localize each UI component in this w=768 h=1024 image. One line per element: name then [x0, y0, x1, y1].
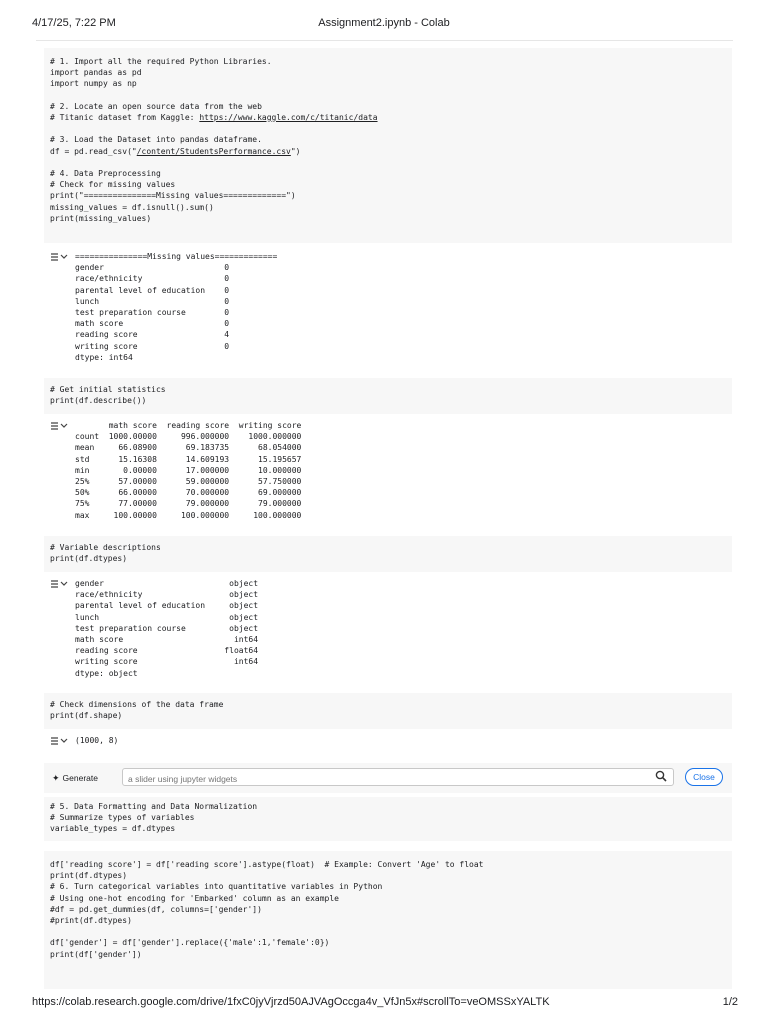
- generate-bar: [44, 763, 732, 793]
- code-cell-5[interactable]: [44, 797, 732, 841]
- generate-prompt-input[interactable]: [123, 771, 628, 787]
- output-cell-1-text: ===============Missing values============= gender 0 race/ethnicity 0 parental level of education 0 lunch 0 test preparation course 0 math score 0 reading score 4 writing score 0 dtype: int64: [75, 252, 278, 362]
- output-toggle-icon[interactable]: [50, 251, 68, 263]
- output-cell-1: [44, 251, 732, 367]
- output-toggle-icon[interactable]: [50, 735, 68, 747]
- output-cell-4: [44, 735, 732, 749]
- generate-button[interactable]: [52, 771, 98, 785]
- code-cell-6[interactable]: [44, 851, 732, 989]
- close-button[interactable]: Close: [685, 768, 723, 786]
- generate-button-label: Generate: [62, 773, 98, 783]
- code-cell-2-source[interactable]: # Get initial statistics print(df.describe()): [50, 385, 166, 406]
- search-icon[interactable]: [655, 770, 667, 782]
- output-toggle-icon[interactable]: [50, 578, 68, 590]
- kaggle-link[interactable]: https://www.kaggle.com/c/titanic/data: [199, 113, 378, 123]
- code-cell-6-source[interactable]: df['reading score'] = df['reading score'].astype(float) # Example: Convert 'Age' to float print(df.dtypes) # 6. Turn categorical variables into quantitative variables in Python # Using one-hot encoding for 'Embarked' column as an example #df = pd.get_dummies(df, columns=['gender']) #print(df.dtypes) df['gender'] = df['gender'].replace({'male':1,'female':0}) print(df['gender']): [50, 860, 484, 959]
- code-cell-1-source[interactable]: # 1. Import all the required Python Libraries. import pandas as pd import numpy as np # 2. Locate an open source data from the web # Titanic dataset from Kaggle: https://www.kaggle.com/c/titanic/data # 3. Load the Dataset into pandas dataframe. df = pd.read_csv("/content/StudentsPerformance.csv") # 4. Data Preprocessing # Check for missing values print("===============Missing values=============") missing_values = df.isnull().sum() print(missing_values): [50, 57, 378, 223]
- csv-path: /content/StudentsPerformance.csv: [136, 146, 291, 156]
- page-url: https://colab.research.google.com/drive/1fxC0jyVjrzd50AJVAgOccga4v_VfJn5x#scrollTo=veOMSSxYALTK: [32, 996, 550, 1008]
- print-header: [0, 17, 768, 33]
- page-number: 1/2: [722, 996, 738, 1008]
- output-cell-2: [44, 420, 732, 524]
- code-cell-5-source[interactable]: # 5. Data Formatting and Data Normalization # Summarize types of variables variable_types = df.dtypes: [50, 802, 258, 834]
- output-cell-4-text: (1000, 8): [75, 736, 119, 745]
- notebook-title: Assignment2.ipynb - Colab: [318, 17, 450, 29]
- code-cell-4[interactable]: [44, 693, 732, 729]
- code-cell-3[interactable]: [44, 536, 732, 572]
- code-cell-2[interactable]: [44, 378, 732, 414]
- code-cell-3-source[interactable]: # Variable descriptions print(df.dtypes): [50, 543, 161, 564]
- header-divider: [36, 40, 733, 41]
- output-cell-3-text: gender object race/ethnicity object parental level of education object lunch object test preparation course object math score int64 reading score float64 writing score int64 dtype: object: [75, 579, 259, 678]
- print-date: 4/17/25, 7:22 PM: [32, 17, 116, 29]
- output-toggle-icon[interactable]: [50, 420, 68, 432]
- magic-wand-icon: ✦: [52, 772, 60, 783]
- output-cell-3: [44, 578, 732, 682]
- generate-prompt-field[interactable]: [122, 768, 674, 786]
- code-cell-4-source[interactable]: # Check dimensions of the data frame print(df.shape): [50, 700, 224, 721]
- code-cell-1[interactable]: [44, 48, 732, 243]
- output-cell-2-text: math score reading score writing score count 1000.00000 996.000000 1000.000000 mean 66.08900 69.183735 68.054000 std 15.16308 14.609193 15.195657 min 0.00000 17.000000 10.000000 25% 57.00000 59.000000 57.750000 50% 66.00000 70.000000 69.000000 75% 77.00000 79.000000 79.000000 max 100.00000 100.000000 100.000000: [75, 421, 302, 520]
